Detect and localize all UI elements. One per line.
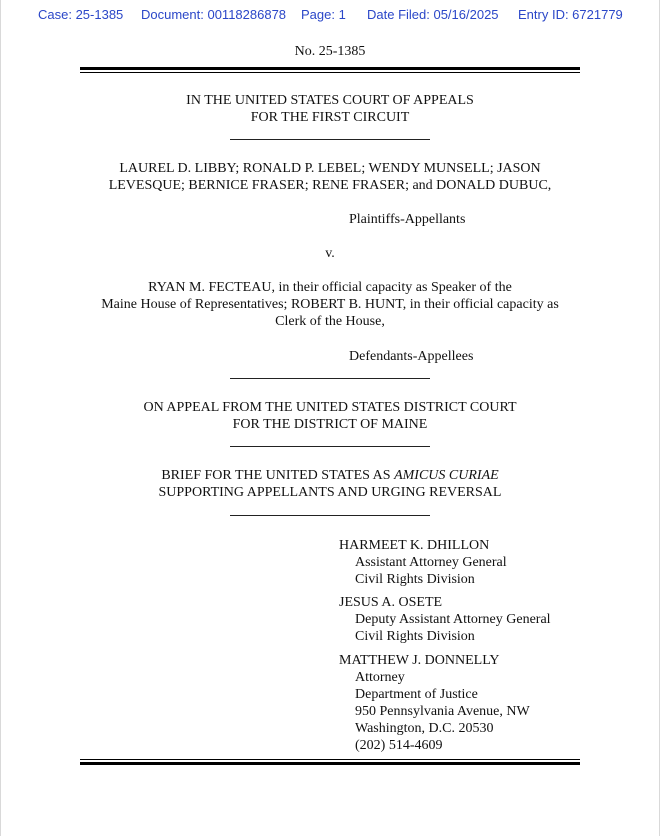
counsel-name: JESUS A. OSETE xyxy=(339,595,443,610)
defendants-line1: RYAN M. FECTEAU, in their official capacity as Speaker of the xyxy=(148,280,512,295)
docket-number: No. 25-1385 xyxy=(294,44,366,59)
appeal-line2: FOR THE DISTRICT OF MAINE xyxy=(232,417,428,432)
brief-title-line2: SUPPORTING APPELLANTS AND URGING REVERSAL xyxy=(158,485,502,500)
top-thin-rule xyxy=(80,72,580,73)
counsel-title: Attorney xyxy=(355,670,405,685)
section-divider xyxy=(230,446,430,447)
defendants-line2: Maine House of Representatives; ROBERT B. HUNT, in their official capacity as xyxy=(101,297,559,312)
plaintiffs-role: Plaintiffs-Appellants xyxy=(349,212,466,227)
section-divider xyxy=(230,139,430,140)
counsel-division: Civil Rights Division xyxy=(355,629,475,644)
defendants-role: Defendants-Appellees xyxy=(349,349,474,364)
brief-title-prefix: BRIEF FOR THE UNITED STATES AS xyxy=(161,468,391,483)
header-date-filed: Date Filed: 05/16/2025 xyxy=(367,7,499,22)
counsel-phone: (202) 514-4609 xyxy=(355,738,443,753)
counsel-title: Deputy Assistant Attorney General xyxy=(355,612,551,627)
bottom-thick-rule xyxy=(80,762,580,765)
plaintiffs-line1: LAUREL D. LIBBY; RONALD P. LEBEL; WENDY MUNSELL; JASON xyxy=(119,161,541,176)
brief-title-amicus: AMICUS CURIAE xyxy=(394,468,499,483)
counsel-title: Assistant Attorney General xyxy=(355,555,507,570)
header-document-number: Document: 00118286878 xyxy=(141,7,287,22)
plaintiffs-line2: LEVESQUE; BERNICE FRASER; RENE FRASER; and DONALD DUBUC, xyxy=(108,178,552,193)
appeal-line1: ON APPEAL FROM THE UNITED STATES DISTRICT COURT xyxy=(143,400,517,415)
defendants-line3: Clerk of the House, xyxy=(275,314,385,329)
bottom-thin-rule xyxy=(80,759,580,760)
counsel-division: Civil Rights Division xyxy=(355,572,475,587)
section-divider xyxy=(230,515,430,516)
header-case-number: Case: 25-1385 xyxy=(38,7,124,22)
versus: v. xyxy=(325,246,335,261)
top-thick-rule xyxy=(80,67,580,70)
header-entry-id: Entry ID: 6721779 xyxy=(518,7,623,22)
court-name-line2: FOR THE FIRST CIRCUIT xyxy=(250,110,410,125)
section-divider xyxy=(230,378,430,379)
counsel-street-address: 950 Pennsylvania Avenue, NW xyxy=(355,704,530,719)
counsel-name: MATTHEW J. DONNELLY xyxy=(339,653,500,668)
court-name-line1: IN THE UNITED STATES COURT OF APPEALS xyxy=(186,93,474,108)
counsel-name: HARMEET K. DHILLON xyxy=(339,538,490,553)
header-page-number: Page: 1 xyxy=(301,7,346,22)
counsel-department: Department of Justice xyxy=(355,687,478,702)
brief-title-line1 xyxy=(0,467,660,484)
counsel-city-address: Washington, D.C. 20530 xyxy=(355,721,494,736)
